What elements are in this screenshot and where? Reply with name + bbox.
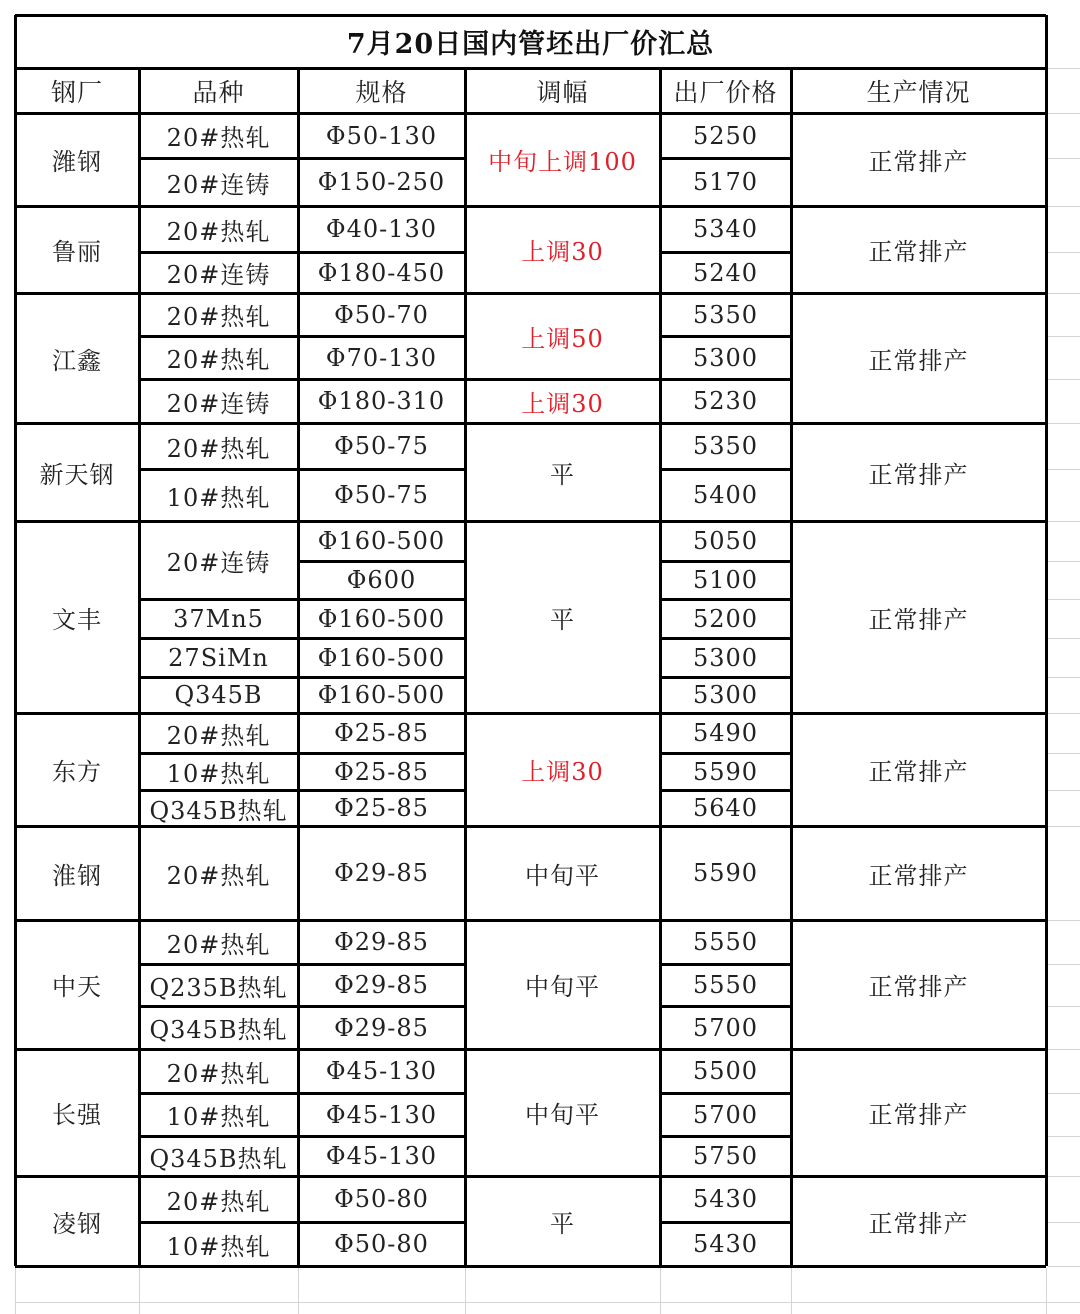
grid-line	[298, 676, 465, 679]
sheet-gridline	[1048, 920, 1080, 921]
adjustment-cell: 上调30	[521, 389, 604, 418]
sheet-gridline	[1048, 790, 1080, 791]
column-header: 出厂价格	[673, 77, 778, 107]
grid-line	[139, 676, 298, 679]
grid-line	[660, 1221, 791, 1224]
grid-line	[298, 1092, 465, 1095]
price-cell: 5340	[692, 215, 759, 243]
grade-cell: Q345B热轧	[149, 1016, 288, 1044]
sheet-gridline	[1048, 1006, 1080, 1007]
grade-cell: 20#热轧	[166, 346, 271, 374]
sheet-gridline	[1048, 423, 1080, 424]
spec-cell: Φ160-500	[317, 643, 446, 672]
grade-cell: 10#热轧	[166, 1103, 271, 1131]
grade-cell: 20#热轧	[166, 1059, 271, 1088]
production-status: 正常排产	[868, 346, 969, 375]
sheet-gridline	[1048, 206, 1080, 207]
spec-cell: Φ50-80	[334, 1230, 429, 1258]
price-cell: 5300	[692, 643, 759, 672]
price-cell: 5300	[692, 343, 759, 372]
grid-line	[139, 789, 298, 792]
grid-line	[139, 637, 298, 640]
grade-cell: 20#热轧	[166, 721, 271, 750]
sheet-gridline	[1048, 599, 1080, 600]
sheet-gridline	[298, 1268, 299, 1314]
mill-name: 新天钢	[39, 460, 115, 489]
spec-cell: Φ50-130	[325, 121, 438, 150]
spec-cell: Φ150-250	[317, 168, 446, 196]
spec-cell: Φ180-450	[317, 258, 446, 287]
spec-cell: Φ45-130	[325, 1142, 438, 1170]
sheet-gridline	[1048, 379, 1080, 380]
spec-cell: Φ45-130	[325, 1057, 438, 1085]
price-cell: 5230	[692, 387, 759, 415]
grid-line	[139, 1221, 298, 1224]
price-cell: 5700	[692, 1013, 759, 1042]
grid-line	[139, 378, 298, 381]
sheet-gridline	[1048, 336, 1080, 337]
grade-cell: Q345B热轧	[149, 1144, 288, 1173]
production-status: 正常排产	[868, 1101, 969, 1129]
grade-cell: Q235B热轧	[149, 973, 288, 1002]
spec-cell: Φ50-70	[334, 300, 429, 329]
grid-line	[139, 1092, 298, 1095]
price-cell: 5400	[692, 481, 759, 509]
production-status: 正常排产	[868, 758, 969, 786]
sheet-gridline	[1048, 753, 1080, 754]
grade-cell: 20#热轧	[166, 124, 271, 152]
spec-cell: Φ25-85	[334, 794, 429, 822]
spec-cell: Φ29-85	[334, 859, 429, 887]
sheet-gridline	[15, 1302, 1080, 1303]
sheet-gridline	[1048, 469, 1080, 470]
grid-line	[139, 752, 298, 755]
sheet-gridline	[1048, 1176, 1080, 1177]
grid-line	[139, 1135, 298, 1138]
price-cell: 5590	[692, 859, 759, 887]
grade-cell: 20#连铸	[166, 548, 271, 577]
grid-line	[660, 963, 791, 966]
grid-line	[660, 251, 791, 254]
price-cell: 5490	[692, 719, 759, 747]
sheet-gridline	[1048, 293, 1080, 294]
grid-line	[298, 157, 465, 160]
sheet-gridline	[1048, 113, 1080, 114]
mill-name: 文丰	[52, 605, 102, 634]
sheet-gridline	[1048, 1136, 1080, 1137]
adjustment-cell: 中旬上调100	[488, 148, 637, 176]
spec-cell: Φ29-85	[334, 1013, 429, 1042]
grade-cell: 20#热轧	[166, 861, 271, 890]
price-cell: 5250	[692, 121, 759, 150]
grid-line	[298, 789, 465, 792]
grid-line	[139, 598, 298, 601]
grid-line	[298, 1221, 465, 1224]
grid-line	[139, 251, 298, 254]
grid-line	[660, 676, 791, 679]
grid-line	[465, 378, 660, 381]
mill-name: 长强	[52, 1101, 102, 1129]
grid-line	[15, 67, 1046, 70]
sheet-gridline	[465, 1268, 466, 1314]
grade-cell: 10#热轧	[166, 1232, 271, 1261]
grid-line	[660, 637, 791, 640]
spec-cell: Φ70-130	[325, 343, 438, 372]
adjustment-cell: 平	[550, 460, 575, 489]
grade-cell: 37Mn5	[173, 604, 264, 633]
spec-cell: Φ160-500	[317, 527, 446, 555]
adjustment-cell: 平	[550, 1209, 575, 1238]
mill-name: 鲁丽	[52, 238, 102, 266]
grid-line	[298, 335, 465, 338]
sheet-gridline	[1048, 561, 1080, 562]
production-status: 正常排产	[868, 861, 969, 890]
mill-name: 东方	[52, 758, 102, 786]
grade-cell: 20#热轧	[166, 303, 271, 331]
spec-cell: Φ600	[346, 566, 417, 594]
adjustment-cell: 上调30	[521, 238, 604, 266]
price-cell: 5640	[692, 794, 759, 822]
grid-line	[660, 157, 791, 160]
price-cell: 5430	[692, 1185, 759, 1213]
spec-cell: Φ25-85	[334, 719, 429, 747]
price-cell: 5430	[692, 1230, 759, 1258]
sheet-gridline	[660, 1268, 661, 1314]
grade-cell: 20#热轧	[166, 217, 271, 246]
sheet-gridline	[1046, 1268, 1047, 1314]
sheet-gridline	[1048, 158, 1080, 159]
grid-line	[298, 1005, 465, 1008]
mill-name: 江鑫	[52, 346, 102, 375]
grid-line	[660, 1005, 791, 1008]
spec-cell: Φ40-130	[325, 215, 438, 243]
mill-name: 潍钢	[52, 148, 102, 176]
price-cell: 5050	[692, 527, 759, 555]
sheet-gridline	[1048, 826, 1080, 827]
grid-line	[15, 14, 1046, 17]
grade-cell: 20#热轧	[166, 434, 271, 463]
adjustment-cell: 平	[550, 605, 575, 634]
grade-cell: 27SiMn	[168, 643, 269, 672]
grade-cell: 20#连铸	[166, 389, 271, 418]
price-cell: 5350	[692, 300, 759, 329]
price-cell: 5550	[692, 928, 759, 956]
adjustment-cell: 上调30	[521, 758, 604, 786]
mill-name: 淮钢	[52, 861, 102, 890]
price-cell: 5200	[692, 604, 759, 633]
production-status: 正常排产	[868, 460, 969, 489]
grid-line	[139, 157, 298, 160]
production-status: 正常排产	[868, 238, 969, 266]
grid-line	[660, 335, 791, 338]
sheet-gridline	[1048, 713, 1080, 714]
grid-line	[660, 468, 791, 471]
sheet-gridline	[1048, 521, 1080, 522]
sheet-gridline	[1048, 252, 1080, 253]
sheet-gridline	[1048, 1093, 1080, 1094]
grid-line	[139, 963, 298, 966]
sheet-gridline	[1048, 1266, 1080, 1267]
grade-cell: 20#连铸	[166, 170, 271, 199]
spec-cell: Φ29-85	[334, 971, 429, 999]
grid-line	[298, 637, 465, 640]
adjustment-cell: 中旬平	[525, 1101, 600, 1129]
sheet-gridline	[15, 1266, 16, 1314]
grade-cell: 10#热轧	[166, 483, 271, 512]
column-header: 生产情况	[866, 77, 971, 107]
grid-line	[660, 1135, 791, 1138]
grid-line	[298, 1135, 465, 1138]
sheet-title: 7月20日国内管坯出厂价汇总	[346, 29, 715, 60]
grid-line	[660, 752, 791, 755]
mill-name: 凌钢	[52, 1209, 102, 1238]
column-header: 钢厂	[50, 77, 103, 107]
column-header: 品种	[192, 77, 245, 107]
spec-cell: Φ50-80	[334, 1185, 429, 1213]
grid-line	[139, 1005, 298, 1008]
price-cell: 5700	[692, 1100, 759, 1129]
grid-line	[660, 560, 791, 563]
production-status: 正常排产	[868, 148, 969, 176]
production-status: 正常排产	[868, 973, 969, 1001]
grid-line	[298, 378, 465, 381]
grid-line	[660, 789, 791, 792]
spec-cell: Φ160-500	[317, 604, 446, 633]
grid-line	[298, 560, 465, 563]
grid-line	[298, 468, 465, 471]
spec-cell: Φ50-75	[334, 432, 429, 460]
grade-cell: 20#热轧	[166, 930, 271, 959]
grid-line	[660, 1092, 791, 1095]
sheet-gridline	[139, 1268, 140, 1314]
sheet-gridline	[1048, 677, 1080, 678]
grid-line	[660, 378, 791, 381]
grade-cell: 20#连铸	[166, 261, 271, 289]
grade-cell: 20#热轧	[166, 1187, 271, 1216]
spec-cell: Φ160-500	[317, 681, 446, 709]
grid-line	[298, 963, 465, 966]
price-cell: 5550	[692, 971, 759, 999]
mill-name: 中天	[52, 973, 102, 1001]
sheet-gridline	[791, 1268, 792, 1314]
production-status: 正常排产	[868, 1209, 969, 1238]
sheet-gridline	[1048, 964, 1080, 965]
price-cell: 5350	[692, 432, 759, 460]
price-cell: 5170	[692, 168, 759, 196]
price-cell: 5590	[692, 757, 759, 786]
grade-cell: 10#热轧	[166, 760, 271, 788]
column-header: 调幅	[536, 77, 589, 107]
spec-cell: Φ45-130	[325, 1100, 438, 1129]
sheet-gridline	[1048, 68, 1080, 69]
grade-cell: Q345B	[174, 681, 263, 709]
sheet-gridline	[1048, 1222, 1080, 1223]
adjustment-cell: 中旬平	[525, 861, 600, 890]
adjustment-cell: 中旬平	[525, 973, 600, 1001]
spec-cell: Φ50-75	[334, 481, 429, 509]
spec-cell: Φ25-85	[334, 757, 429, 786]
price-cell: 5500	[692, 1057, 759, 1085]
price-cell: 5300	[692, 681, 759, 709]
price-cell: 5240	[692, 258, 759, 287]
grid-line	[139, 335, 298, 338]
spec-cell: Φ180-310	[317, 387, 446, 415]
sheet-gridline	[1048, 1049, 1080, 1050]
grid-line	[298, 752, 465, 755]
price-cell: 5750	[692, 1142, 759, 1170]
production-status: 正常排产	[868, 605, 969, 634]
spec-cell: Φ29-85	[334, 928, 429, 956]
sheet-gridline	[1048, 638, 1080, 639]
price-cell: 5100	[692, 566, 759, 594]
column-header: 规格	[355, 77, 408, 107]
grid-line	[298, 598, 465, 601]
adjustment-cell: 上调50	[521, 324, 604, 353]
grid-line	[660, 598, 791, 601]
grade-cell: Q345B热轧	[149, 796, 288, 825]
grid-line	[139, 468, 298, 471]
grid-line	[298, 251, 465, 254]
